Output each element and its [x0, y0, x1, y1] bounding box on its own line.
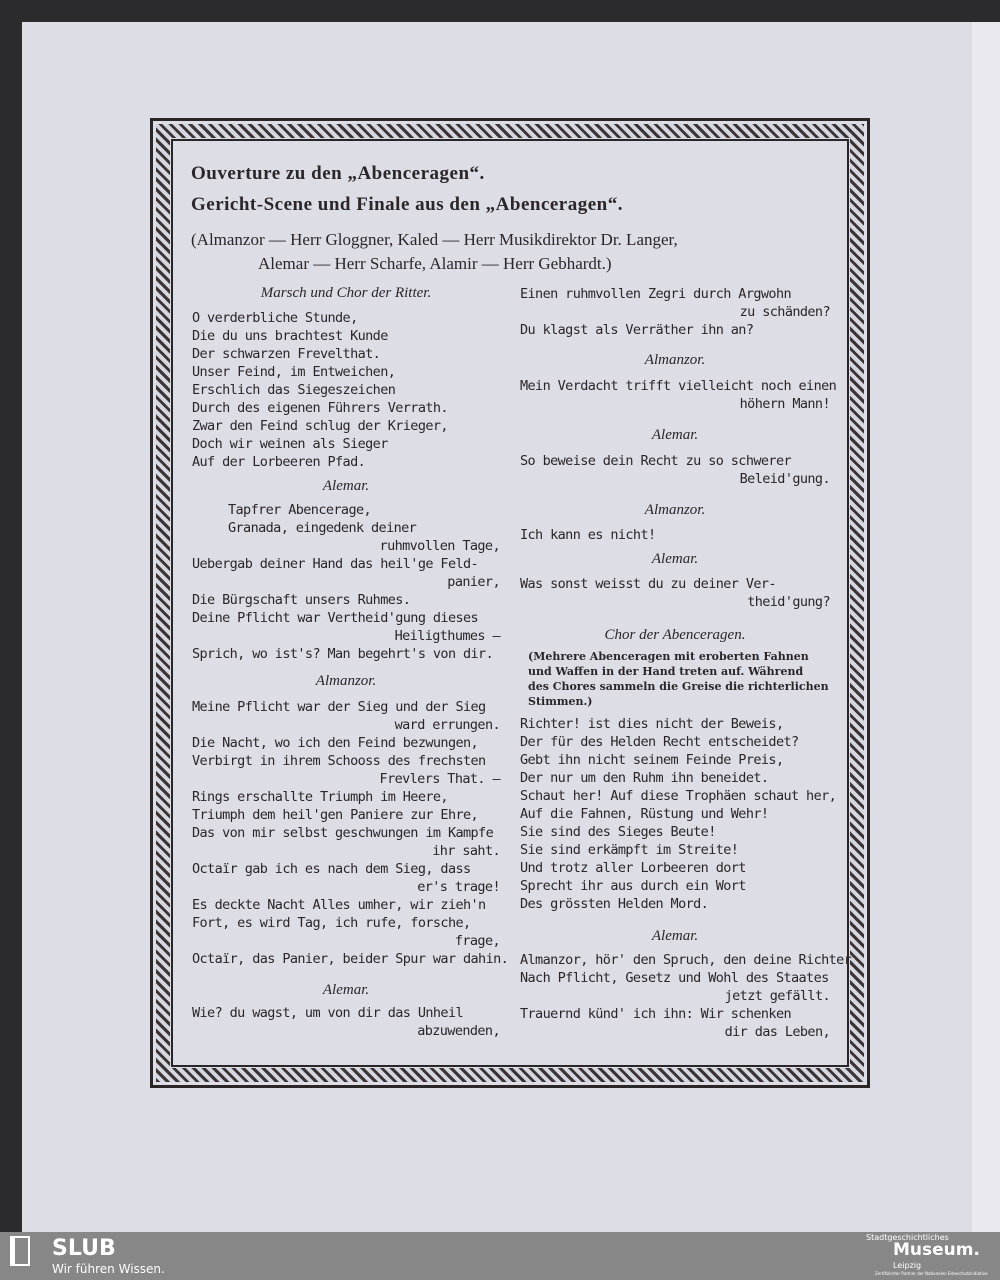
verse-line: abzuwenden,: [417, 1023, 500, 1039]
verse-line: Unser Feind, im Entweichen,: [192, 364, 396, 380]
verse-line: Der schwarzen Frevelthat.: [192, 346, 381, 362]
verse-line: Was sonst weisst du zu deiner Ver-: [520, 576, 776, 592]
verse-line: Doch wir weinen als Sieger: [192, 436, 388, 452]
verse-line: Auf der Lorbeeren Pfad.: [192, 454, 366, 470]
verse-line: Verbirgt in ihrem Schooss des frechsten: [192, 753, 486, 769]
verse-line: Octaïr gab ich es nach dem Sieg, dass: [192, 861, 471, 877]
verse-line: Der für des Helden Recht entscheidet?: [520, 734, 799, 750]
verse-line: höhern Mann!: [739, 396, 830, 412]
verse-line: Durch des eigenen Führers Verrath.: [192, 400, 448, 416]
verse-line: Nach Pflicht, Gesetz und Wohl des Staates: [520, 970, 829, 986]
verse-line: Und trotz aller Lorbeeren dort: [520, 860, 746, 876]
verse-line: Trauernd künd' ich ihn: Wir schenken: [520, 1006, 791, 1022]
verse-line: Wie? du wagst, um von dir das Unheil: [192, 1005, 463, 1021]
verse-line: Beleid'gung.: [739, 471, 830, 487]
verse-line: theid'gung?: [747, 594, 830, 610]
verse-line: Die du uns brachtest Kunde: [192, 328, 388, 344]
stage-direction: und Waffen in der Hand treten auf. Während: [528, 665, 804, 678]
stage-direction: des Chores sammeln die Greise die richterlichen: [528, 680, 829, 693]
slub-logo-icon: [10, 1236, 30, 1266]
verse-line: Ich kann es nicht!: [520, 527, 656, 543]
museum-pre: Stadtgeschichtliches: [866, 1233, 949, 1242]
verse-line: jetzt gefällt.: [724, 988, 830, 1004]
speaker-heading: Marsch und Chor der Ritter.: [260, 285, 432, 301]
stage-direction: Stimmen.): [528, 695, 593, 708]
verse-line: frage,: [454, 933, 500, 949]
slub-brand[interactable]: SLUB: [52, 1236, 116, 1261]
speaker-heading: Alemar.: [322, 982, 370, 998]
verse-line: Schaut her! Auf diese Trophäen schaut her,: [520, 788, 837, 804]
verse-line: Frevlers That. —: [379, 771, 500, 787]
verse-line: Richter! ist dies nicht der Beweis,: [520, 716, 784, 732]
cast-line-2: Alemar — Herr Scharfe, Alamir — Herr Gebhardt.): [258, 254, 612, 273]
verse-line: Es deckte Nacht Alles umher, wir zieh'n: [192, 897, 486, 913]
speaker-heading: Alemar.: [651, 427, 699, 443]
verse-line: Deine Pflicht war Vertheid'gung dieses: [192, 610, 479, 626]
verse-line: Die Bürgschaft unsers Ruhmes.: [192, 592, 411, 608]
verse-line: Sie sind erkämpft im Streite!: [520, 842, 739, 858]
verse-line: zu schänden?: [739, 304, 830, 320]
page-edge: [972, 22, 1000, 1232]
speaker-heading: Chor der Abenceragen.: [604, 627, 746, 643]
title-scene: Gericht-Scene und Finale aus den „Abenceragen“.: [191, 194, 623, 215]
museum-logo[interactable]: Museum.: [893, 1240, 980, 1260]
verse-line: ruhmvollen Tage,: [379, 538, 500, 554]
verse-line: Almanzor, hör' den Spruch, den deine Richter: [520, 952, 852, 968]
verse-line: Sie sind des Sieges Beute!: [520, 824, 716, 840]
museum-city: Leipzig: [893, 1261, 922, 1270]
verse-line: dir das Leben,: [724, 1024, 830, 1040]
verse-line: panier,: [447, 574, 500, 590]
verse-line: Sprecht ihr aus durch ein Wort: [520, 878, 746, 894]
verse-line: Die Nacht, wo ich den Feind bezwungen,: [192, 735, 479, 751]
verse-line: Erschlich das Siegeszeichen: [192, 382, 396, 398]
speaker-heading: Alemar.: [322, 478, 370, 494]
verse-line: Triumph dem heil'gen Paniere zur Ehre,: [192, 807, 479, 823]
slub-tagline: Wir führen Wissen.: [52, 1262, 165, 1276]
verse-line: O verderbliche Stunde,: [192, 310, 358, 326]
verse-line: Auf die Fahnen, Rüstung und Wehr!: [520, 806, 769, 822]
verse-line: Sprich, wo ist's? Man begehrt's von dir.: [192, 646, 494, 662]
verse-line: Du klagst als Verräther ihn an?: [520, 322, 754, 338]
verse-line: Rings erschallte Triumph im Heere,: [192, 789, 448, 805]
verse-line: ihr saht.: [432, 843, 500, 859]
title-overture: Ouverture zu den „Abenceragen“.: [191, 163, 485, 184]
verse-line: Des grössten Helden Mord.: [520, 896, 709, 912]
speaker-heading: Alemar.: [651, 551, 699, 567]
verse-line: Zwar den Feind schlug der Krieger,: [192, 418, 448, 434]
speaker-heading: Almanzor.: [644, 502, 706, 518]
verse-line: So beweise dein Recht zu so schwerer: [520, 453, 791, 469]
museum-note: Zertifizierter Partner der Nationalen Erbeschutzinitiative: [875, 1271, 988, 1276]
verse-line: Heiligthumes —: [394, 628, 500, 644]
stage-direction: (Mehrere Abenceragen mit eroberten Fahnen: [528, 650, 809, 663]
verse-line: Granada, eingedenk deiner: [228, 520, 417, 536]
verse-line: Gebt ihn nicht seinem Feinde Preis,: [520, 752, 784, 768]
verse-line: Meine Pflicht war der Sieg und der Sieg: [192, 699, 486, 715]
verse-line: Uebergab deiner Hand das heil'ge Feld-: [192, 556, 479, 572]
speaker-heading: Almanzor.: [644, 352, 706, 368]
verse-line: Tapfrer Abencerage,: [228, 502, 372, 518]
speaker-heading: Almanzor.: [315, 673, 377, 689]
verse-line: Der nur um den Ruhm ihn beneidet.: [520, 770, 769, 786]
verse-line: Fort, es wird Tag, ich rufe, forsche,: [192, 915, 471, 931]
verse-line: er's trage!: [417, 879, 500, 895]
verse-line: Einen ruhmvollen Zegri durch Argwohn: [520, 286, 791, 302]
speaker-heading: Alemar.: [651, 928, 699, 944]
verse-line: Octaïr, das Panier, beider Spur war dahin.: [192, 951, 509, 967]
verse-line: Mein Verdacht trifft vielleicht noch einen: [520, 378, 837, 394]
verse-line: ward errungen.: [394, 717, 500, 733]
verse-line: Das von mir selbst geschwungen im Kampfe: [192, 825, 494, 841]
cast-line-1: (Almanzor — Herr Gloggner, Kaled — Herr Musikdirektor Dr. Langer,: [191, 230, 678, 249]
